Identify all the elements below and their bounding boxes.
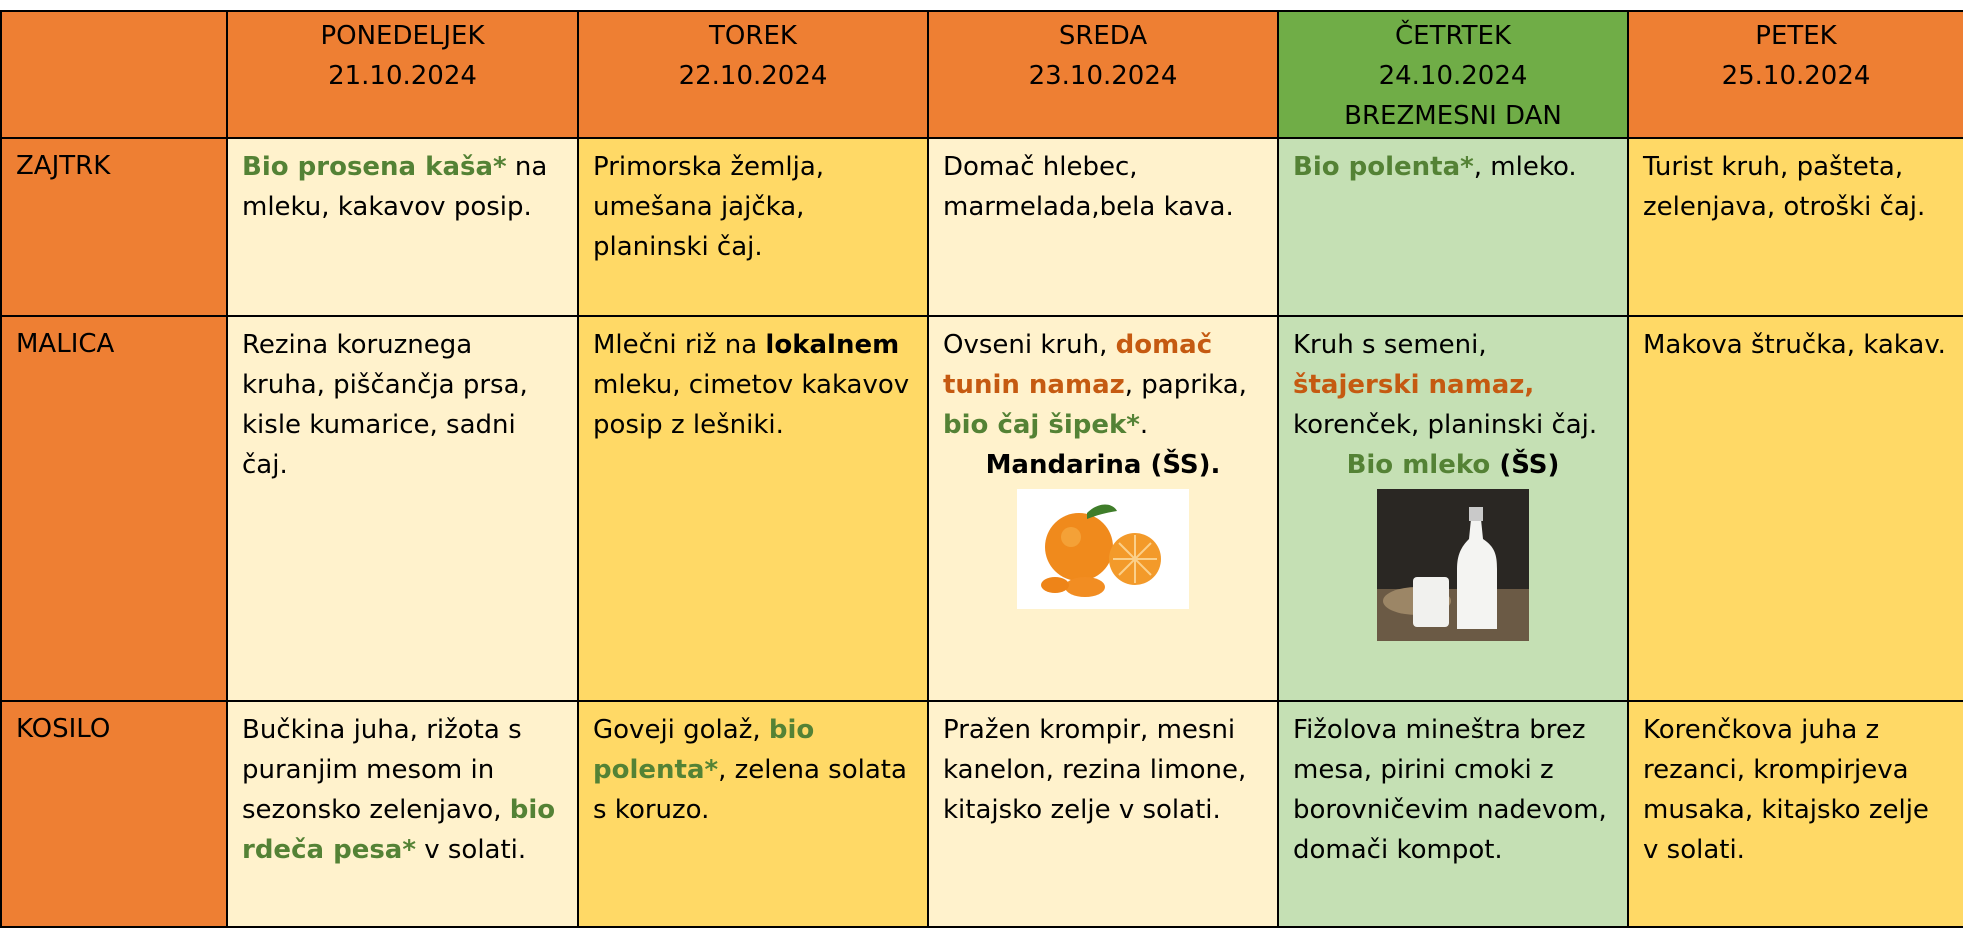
bio-item: Bio prosena kaša* xyxy=(242,152,507,182)
weekly-menu-table xyxy=(0,10,1963,928)
item-text: , mleko. xyxy=(1473,152,1577,182)
meal-label-kosilo: KOSILO xyxy=(1,701,227,927)
breakfast-tuesday xyxy=(578,138,928,316)
item-text: korenček, planinski čaj. xyxy=(1293,410,1598,440)
breakfast-friday xyxy=(1628,138,1963,316)
snack-row xyxy=(1,316,1963,701)
item-text: Turist kruh, pašteta, zelenjava, otroški čaj. xyxy=(1643,152,1926,222)
snack-thursday xyxy=(1278,316,1628,701)
item-text: , paprika, xyxy=(1124,370,1247,400)
day-date: 23.10.2024 xyxy=(1028,61,1178,91)
bio-item: bio čaj šipek* xyxy=(943,410,1140,440)
lunch-monday xyxy=(227,701,578,927)
day-header-monday xyxy=(227,11,578,138)
day-date: 21.10.2024 xyxy=(328,61,477,91)
item-text: Fižolova mineštra brez mesa, pirini cmoki z borovničevim nadevom, domači kompot. xyxy=(1293,715,1607,865)
item-text: Mlečni riž na xyxy=(593,330,766,360)
day-date: 22.10.2024 xyxy=(678,61,828,91)
lunch-row xyxy=(1,701,1963,927)
day-header-friday xyxy=(1628,11,1963,138)
breakfast-wednesday xyxy=(928,138,1278,316)
item-text: Rezina koruznega kruha, piščančja prsa, kisle kumarice, sadni čaj. xyxy=(242,330,528,480)
item-text: Pražen krompir, mesni kanelon, rezina limone, kitajsko zelje v solati. xyxy=(943,715,1247,825)
day-date: 25.10.2024 xyxy=(1721,61,1871,91)
item-text: na mleku, kakavov posip. xyxy=(242,152,548,222)
snack-monday xyxy=(227,316,578,701)
header-row xyxy=(1,11,1963,138)
item-text: Makova štručka, kakav. xyxy=(1643,330,1946,360)
day-name: ČETRTEK xyxy=(1395,21,1511,51)
lunch-thursday xyxy=(1278,701,1628,927)
breakfast-monday xyxy=(227,138,578,316)
item-text: Goveji golaž, xyxy=(593,715,769,745)
local-highlight: lokalnem xyxy=(765,330,900,360)
lunch-wednesday xyxy=(928,701,1278,927)
lunch-tuesday xyxy=(578,701,928,927)
snack-tuesday xyxy=(578,316,928,701)
item-text: Primorska žemlja, umešana jajčka, planinski čaj. xyxy=(593,152,825,262)
breakfast-row xyxy=(1,138,1963,316)
snack-wednesday xyxy=(928,316,1278,701)
meal-label-zajtrk: ZAJTRK xyxy=(1,138,227,316)
item-text: Kruh s semeni, xyxy=(1293,330,1487,360)
item-text: Bučkina juha, rižota s puranjim mesom in sezonsko zelenjavo, xyxy=(242,715,522,825)
school-scheme-item: Mandarina (ŠS). xyxy=(985,450,1221,480)
corner-cell xyxy=(1,11,227,138)
day-header-thursday xyxy=(1278,11,1628,138)
bio-item: bio polenta* xyxy=(593,715,815,785)
mandarin-icon xyxy=(1017,489,1189,609)
top-strip xyxy=(0,0,1963,10)
day-header-tuesday xyxy=(578,11,928,138)
lunch-friday xyxy=(1628,701,1963,927)
local-item: štajerski namaz, xyxy=(1293,370,1535,400)
bio-item: bio rdeča pesa* xyxy=(242,795,556,865)
item-text: mleku, cimetov kakavov posip z lešniki. xyxy=(593,370,910,440)
item-text: Korenčkova juha z rezanci, krompirjeva musaka, kitajsko zelje v solati. xyxy=(1643,715,1929,865)
day-name: PONEDELJEK xyxy=(320,21,485,51)
item-text: . xyxy=(1139,410,1149,440)
milk-bottle-icon xyxy=(1377,489,1529,641)
day-name: TOREK xyxy=(709,21,797,51)
item-text: , zelena solata s koruzo. xyxy=(593,755,907,825)
item-text: Domač hlebec, marmelada,bela kava. xyxy=(943,152,1234,222)
day-name: SREDA xyxy=(1058,21,1148,51)
day-header-wednesday xyxy=(928,11,1278,138)
milk-image xyxy=(1293,489,1613,641)
mandarin-image xyxy=(943,489,1263,609)
snack-friday xyxy=(1628,316,1963,701)
meal-label-malica: MALICA xyxy=(1,316,227,701)
bio-item: Bio polenta* xyxy=(1293,152,1474,182)
day-note: BREZMESNI DAN xyxy=(1344,101,1562,131)
item-text: Ovseni kruh, xyxy=(943,330,1116,360)
item-text: v solati. xyxy=(415,835,527,865)
day-name: PETEK xyxy=(1755,21,1837,51)
bio-item: Bio mleko xyxy=(1346,450,1491,480)
breakfast-thursday xyxy=(1278,138,1628,316)
local-item: domač tunin namaz xyxy=(943,330,1213,400)
day-date: 24.10.2024 xyxy=(1378,61,1528,91)
school-scheme-item: (ŠS) xyxy=(1490,450,1560,480)
